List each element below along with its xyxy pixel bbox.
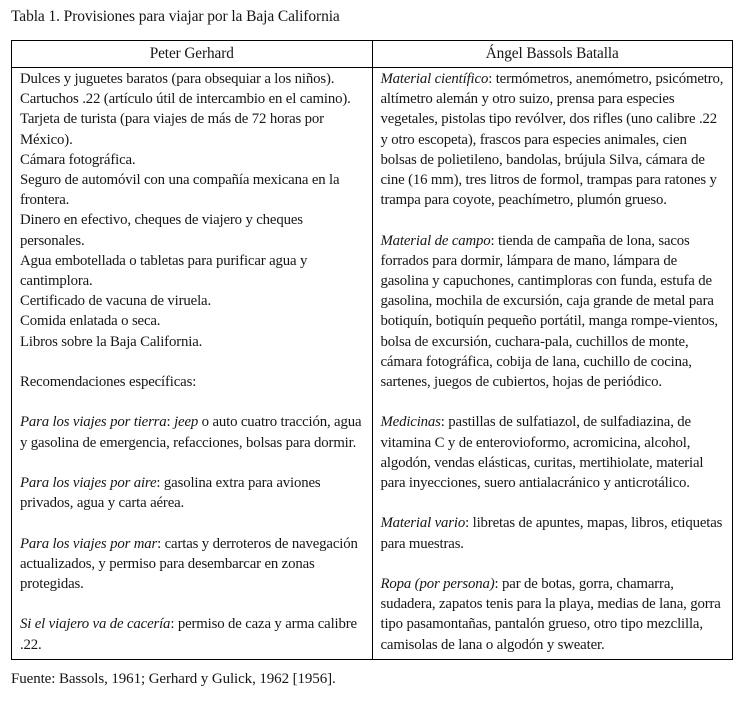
provision-paragraph (20, 412, 365, 452)
italic-lead-text: Para los viajes por aire (20, 475, 157, 492)
body-text: : termómetros, anemómetro, psicómetro, altímetro alemán y otro suizo, prensa para especies vegetales, pistolas tipo revólver, dos rifles (uno calibre .22 y otro escopeta), frascos para especies animales, cien bolsas de polietileno, bandolas, brújula Silva, cámara de cine (16 mm), tres litros de formol, trampas para ratones y trampa para coyote, peachímetro, plumón grueso. (380, 71, 724, 209)
body-text: Dinero en efectivo, cheques de viajero y cheques personales. (20, 212, 303, 249)
provision-paragraph (20, 150, 365, 170)
provision-paragraph (20, 311, 365, 331)
body-text: : par de botas, gorra, chamarra, sudadera, zapatos tenis para la playa, medias de lana, gorra tipo pasamontañas, pantalón grueso, otro tipo mezclilla, camisolas de lana o algodón y sweater. (380, 576, 721, 653)
provision-paragraph (20, 251, 365, 291)
table-caption: Tabla 1. Provisiones para viajar por la Baja California (11, 8, 340, 25)
provision-paragraph (20, 332, 365, 352)
provision-paragraph (381, 513, 726, 553)
body-text: : pastillas de sulfatiazol, de sulfadiazina, de vitamina C y de enterovioformo, acromicina, alcohol, algodón, vendas elásticas, curitas, mertihiolate, material para inyecciones, suero antialacránico y anticrotálico. (380, 414, 704, 492)
body-text: : libretas de apuntes, mapas, libros, etiquetas para muestras. (380, 515, 723, 552)
italic-lead-text: Material de campo (380, 232, 491, 249)
provision-paragraph (20, 614, 365, 654)
body-text: Certificado de vacuna de viruela. (20, 293, 212, 310)
body-text: Libros sobre la Baja California. (20, 333, 203, 350)
body-text: Tarjeta de turista (para viajes de más de 72 horas por México). (20, 111, 324, 148)
provision-paragraph (20, 170, 365, 210)
italic-lead-text: Si el viajero va de cacería (20, 616, 171, 633)
provision-paragraph (20, 534, 365, 595)
body-text: : gasolina extra para aviones privados, agua y carta aérea. (20, 475, 321, 512)
body-text: Cartuchos .22 (artículo útil de intercambio en el camino). (20, 91, 351, 108)
provision-paragraph (20, 473, 365, 513)
provision-paragraph (20, 109, 365, 149)
provision-paragraph (20, 291, 365, 311)
italic-lead-text: jeep (174, 414, 199, 431)
body-text: Seguro de automóvil con una compañía mexicana en la frontera. (20, 172, 340, 209)
body-text: Dulces y juguetes baratos (para obsequiar a los niños). (20, 71, 335, 87)
provision-paragraph (381, 231, 726, 393)
provisions-table (11, 40, 733, 660)
italic-lead-text: Material científico (380, 71, 489, 87)
provision-paragraph (381, 574, 726, 655)
body-text: Recomendaciones específicas: (20, 374, 197, 391)
cell-peter-gerhard (12, 68, 373, 660)
provision-paragraph (20, 210, 365, 250)
body-text: : tienda de campaña de lona, sacos forrados para dormir, lámpara de mano, lámpara de gasolina y capuchones, cantimploras con funda, estufa de gasolina, mochila de excursión, caja grande de metal para botiquín, botiquín pequeño portátil, manga rompe-vientos, bolsa de excursión, cuchara-pala, cuchillos de monte, cámara fotográfica, cobija de lana, cuchillo de cocina, sartenes, juegos de cubiertos, hojas de periódico. (380, 232, 718, 391)
provision-paragraph (381, 412, 726, 493)
italic-lead-text: Material vario (380, 515, 466, 532)
body-text: : cartas y derroteros de navegación actualizados, y permiso para desembarcar en zonas protegidas. (20, 535, 358, 593)
provision-paragraph (381, 69, 726, 210)
provision-paragraph (20, 372, 365, 392)
body-text: Comida enlatada o seca. (20, 313, 161, 330)
column-header-peter-gerhard: Peter Gerhard (12, 41, 373, 68)
table-body-row (12, 68, 733, 660)
body-text: : permiso de caza y arma calibre .22. (20, 616, 357, 653)
provision-paragraph (20, 89, 365, 109)
italic-lead-text: Medicinas (380, 414, 441, 431)
body-text: o auto cuatro tracción, agua y gasolina de emergencia, refacciones, bolsas para dormir. (20, 414, 362, 451)
italic-lead-text: Para los viajes por mar (20, 535, 158, 552)
column-header-angel-bassols-batalla: Ángel Bassols Batalla (372, 41, 733, 68)
provision-paragraph (20, 69, 365, 89)
table-header-row (12, 41, 733, 68)
body-text: Cámara fotográfica. (20, 151, 136, 168)
cell-angel-bassols-batalla (372, 68, 733, 660)
source-note: Fuente: Bassols, 1961; Gerhard y Gulick, 1962 [1956]. (11, 670, 336, 687)
body-text: : (166, 414, 175, 431)
italic-lead-text: Ropa (por persona) (380, 576, 495, 593)
body-text: Agua embotellada o tabletas para purificar agua y cantimplora. (20, 252, 308, 290)
italic-lead-text: Para los viajes por tierra (20, 414, 167, 431)
